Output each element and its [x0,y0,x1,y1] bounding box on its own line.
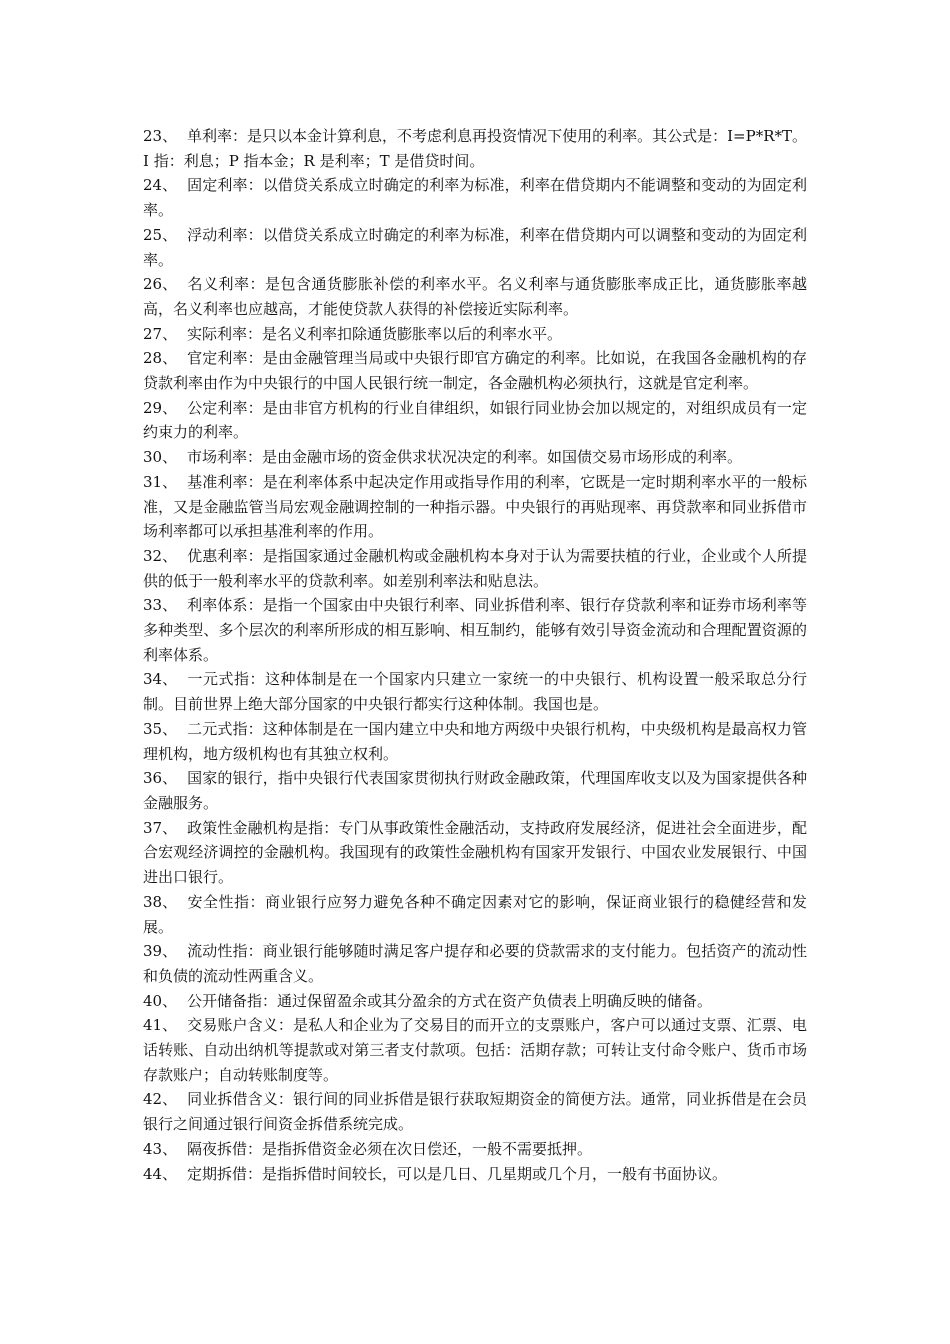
entry-number: 28、 [143,349,178,368]
glossary-entry [143,173,807,222]
entry-number: 23、 [143,127,178,145]
entry-number: 29、 [143,398,178,417]
entry-text: 固定利率：以借贷关系成立时确定的利率为标准，利率在借贷期内不能调整和变动的为固定利率。 [143,176,807,220]
entry-number: 40、 [143,991,178,1010]
entry-number: 32、 [143,546,178,565]
entry-number: 31、 [143,472,178,491]
entry-text: 公定利率：是由非官方机构的行业自律组织，如银行同业协会加以规定的，对组织成员有一定约束力的利率。 [143,398,807,442]
entry-text: 市场利率：是由金融市场的资金供求状况决定的利率。如国债交易市场形成的利率。 [187,448,743,467]
entry-number: 26、 [143,275,178,294]
glossary-entry [143,989,807,1014]
entry-text: 实际利率：是名义利率扣除通货膨胀率以后的利率水平。 [187,324,563,343]
entry-text: 国家的银行，指中央银行代表国家贯彻执行财政金融政策，代理国库收支以及为国家提供各种金融服务。 [143,769,807,812]
entry-text: 隔夜拆借：是指拆借资金必须在次日偿还，一般不需要抵押。 [187,1139,593,1158]
entry-text: 定期拆借：是指拆借时间较长，可以是几日、几星期或几个月，一般有书面协议。 [187,1164,728,1183]
entry-number: 35、 [143,719,178,738]
entry-number: 27、 [143,324,178,343]
entry-number: 36、 [143,769,178,788]
entry-text: 安全性指：商业银行应努力避免各种不确定因素对它的影响，保证商业银行的稳健经营和发展。 [143,892,807,936]
glossary-entry [143,124,807,173]
entry-number: 34、 [143,670,178,689]
glossary-entry [143,1162,807,1187]
glossary-entry [143,445,807,470]
entry-number: 43、 [143,1139,178,1158]
entry-text: 公开储备指：通过保留盈余或其分盈余的方式在资产负债表上明确反映的储备。 [187,991,713,1010]
entry-text: 二元式指：这种体制是在一国内建立中央和地方两级中央银行机构，中央级机构是最高权力管理机构，地方级机构也有其独立权利。 [143,719,807,763]
entry-number: 44、 [143,1164,178,1183]
entry-number: 33、 [143,596,178,615]
entry-text: 同业拆借含义：银行间的同业拆借是银行获取短期资金的简便方法。通常，同业拆借是在会员银行之间通过银行间资金拆借系统完成。 [143,1090,807,1134]
entry-text: 流动性指：商业银行能够随时满足客户提存和必要的贷款需求的支付能力。包括资产的流动性和负债的流动性两重含义。 [143,942,807,985]
entry-number: 42、 [143,1090,178,1109]
glossary-entry [143,939,807,988]
entry-number: 41、 [143,1016,178,1035]
glossary-list [143,124,807,1186]
entry-number: 30、 [143,448,178,467]
entry-text: 利率体系：是指一个国家由中央银行利率、同业拆借利率、银行存贷款利率和证券市场利率等多种类型、多个层次的利率所形成的相互影响、相互制约，能够有效引导资金流动和合理配置资源的利率体系。 [143,596,807,664]
glossary-entry [143,544,807,593]
entry-number: 37、 [143,818,178,837]
entry-text: 优惠利率：是指国家通过金融机构或金融机构本身对于认为需要扶植的行业，企业或个人所提供的低于一般利率水平的贷款利率。如差别利率法和贴息法。 [143,546,807,590]
glossary-entry [143,1087,807,1136]
entry-text: 基准利率：是在利率体系中起决定作用或指导作用的利率，它既是一定时期利率水平的一般标准，又是金融监管当局宏观金融调控制的一种指示器。中央银行的再贴现率、再贷款率和同业拆借市场利率都可以承担基准利率的作用。 [143,472,807,541]
entry-number: 25、 [143,225,178,244]
glossary-entry [143,717,807,766]
entry-text: 交易账户含义：是私人和企业为了交易目的而开立的支票账户，客户可以通过支票、汇票、电话转账、自动出纳机等提款或对第三者支付款项。包括：活期存款；可转让支付命令账户、货币市场存款账户；自动转账制度等。 [143,1016,807,1084]
glossary-entry [143,1137,807,1162]
entry-number: 38、 [143,892,178,911]
glossary-entry [143,223,807,272]
entry-text: 政策性金融机构是指：专门从事政策性金融活动，支持政府发展经济，促进社会全面进步，配合宏观经济调控的金融机构。我国现有的政策性金融机构有国家开发银行、中国农业发展银行、中国进出口银行。 [143,818,807,887]
glossary-entry [143,766,807,815]
glossary-entry [143,322,807,347]
glossary-entry [143,346,807,395]
entry-number: 24、 [143,176,178,195]
entry-number: 39、 [143,942,178,961]
entry-text: 单利率：是只以本金计算利息，不考虑利息再投资情况下使用的利率。其公式是：I=P*R*T。I 指：利息；P 指本金；R 是利率；T 是借贷时间。 [143,127,807,170]
entry-text: 浮动利率：以借贷关系成立时确定的利率为标准，利率在借贷期内可以调整和变动的为固定利率。 [143,225,807,269]
glossary-entry [143,667,807,716]
entry-text: 官定利率：是由金融管理当局或中央银行即官方确定的利率。比如说，在我国各金融机构的存贷款利率由作为中央银行的中国人民银行统一制定，各金融机构必须执行，这就是官定利率。 [143,349,807,393]
glossary-entry [143,1013,807,1087]
glossary-entry [143,470,807,544]
entry-text: 名义利率：是包含通货膨胀补偿的利率水平。名义利率与通货膨胀率成正比，通货膨胀率越高，名义利率也应越高，才能使贷款人获得的补偿接近实际利率。 [143,275,807,318]
entry-text: 一元式指：这种体制是在一个国家内只建立一家统一的中央银行、机构设置一般采取总分行制。目前世界上绝大部分国家的中央银行都实行这种体制。我国也是。 [143,670,807,714]
glossary-entry [143,816,807,890]
glossary-entry [143,593,807,667]
glossary-entry [143,890,807,939]
glossary-entry [143,272,807,321]
glossary-entry [143,396,807,445]
